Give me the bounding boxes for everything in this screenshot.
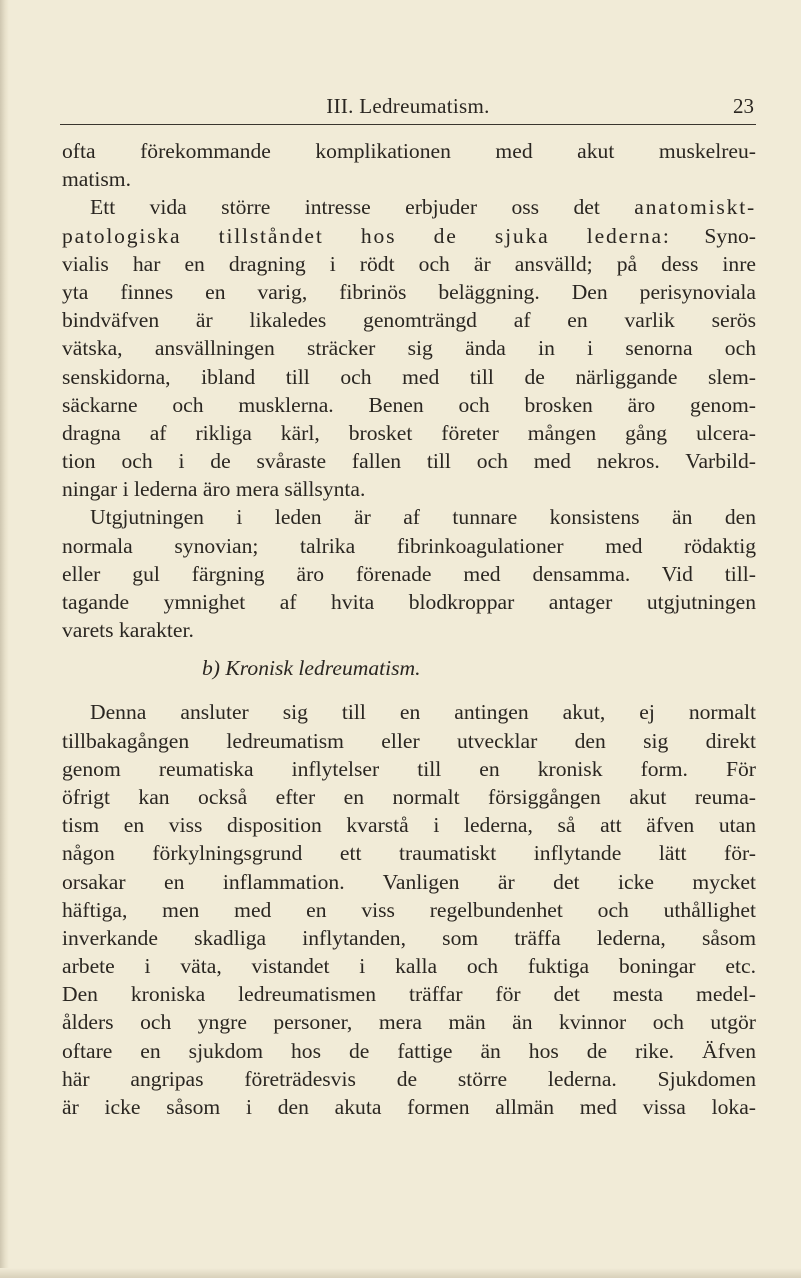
- text-line: eller gul färgning äro förenade med densamma. Vid till-: [62, 561, 756, 586]
- text-line: [62, 222, 756, 250]
- text-line: tism en viss disposition kvarstå i lederna, så att äfven utan: [62, 813, 756, 838]
- paragraph-4: [62, 698, 756, 1121]
- text-line: Den kroniska ledreumatismen träffar för det mesta medel-: [62, 982, 756, 1007]
- text-line: bindväfven är likaledes genomträngd af en varlik serös: [62, 308, 756, 333]
- text-line: normala synovian; talrika fibrinkoagulationer med rödaktig: [62, 533, 756, 558]
- body-text: [62, 137, 756, 1121]
- text-line: genom reumatiska inflytelser till en kronisk form. För: [62, 756, 756, 781]
- text-line: är icke såsom i den akuta formen allmän med vissa loka-: [62, 1095, 756, 1119]
- page-header: [60, 90, 756, 125]
- text-line: oftare en sjukdom hos de fattige än hos de rike. Äfven: [62, 1038, 756, 1063]
- text-line: matism.: [62, 167, 131, 192]
- section-heading: [62, 654, 756, 698]
- text-line: tillbakagången ledreumatism eller utvecklar den sig direkt: [62, 728, 756, 753]
- text-span: : Syno-: [662, 223, 756, 248]
- text-line: ningar i lederna äro mera sällsynta.: [62, 477, 366, 502]
- section-title: Kronisk ledreumatism.: [225, 656, 421, 681]
- paragraph-3: [62, 503, 756, 644]
- spaced-text: anatomiskt-: [634, 195, 756, 220]
- text-line: [62, 193, 756, 221]
- text-span: Ett vida större intresse erbjuder oss det: [90, 195, 635, 220]
- text-line: här angripas företrädesvis de större lederna. Sjukdomen: [62, 1066, 756, 1091]
- section-marker: b): [202, 656, 220, 681]
- running-title: III. Ledreumatism.: [326, 94, 490, 118]
- text-line: Denna ansluter sig till en antingen akut, ej normalt: [90, 700, 756, 725]
- text-line: tagande ymnighet af hvita blodkroppar antager utgjutningen: [62, 590, 756, 614]
- text-line: tion och i de svåraste fallen till och med nekros. Varbild-: [62, 449, 756, 474]
- text-line: dragna af rikliga kärl, brosket företer mången gång ulcera-: [62, 420, 756, 445]
- text-line: inverkande skadliga inflytanden, som träffa lederna, såsom: [62, 925, 756, 950]
- text-line: häftiga, men med en viss regelbundenhet och uthållighet: [62, 897, 756, 922]
- text-line: yta finnes en varig, fibrinös beläggning. Den perisynoviala: [62, 279, 756, 304]
- text-line: varets karakter.: [62, 618, 194, 643]
- spaced-text: patologiska tillståndet hos de sjuka lederna: [62, 223, 663, 248]
- text-line: senskidorna, ibland till och med till de närliggande slem-: [62, 364, 756, 389]
- paragraph-1: [62, 137, 756, 193]
- text-line: säckarne och musklerna. Benen och brosken äro genom-: [62, 392, 756, 417]
- text-line: vialis har en dragning i rödt och är ansvälld; på dess inre: [62, 251, 756, 276]
- text-line: någon förkylningsgrund ett traumatiskt inflytande lätt för-: [62, 841, 756, 866]
- text-line: vätska, ansvällningen sträcker sig ända in i senorna och: [62, 336, 756, 361]
- text-line: Utgjutningen i leden är af tunnare konsistens än den: [90, 505, 756, 530]
- text-line: ålders och yngre personer, mera män än kvinnor och utgör: [62, 1010, 756, 1035]
- text-line: arbete i väta, vistandet i kalla och fuktiga boningar etc.: [62, 954, 756, 979]
- text-line: öfrigt kan också efter en normalt försiggången akut reuma-: [62, 784, 756, 809]
- page-binding-edge: [0, 0, 9, 1278]
- page-number: 23: [733, 94, 754, 118]
- text-line: ofta förekommande komplikationen med akut muskelreu-: [62, 139, 756, 163]
- paragraph-2: [62, 193, 756, 503]
- text-line: orsakar en inflammation. Vanligen är det icke mycket: [62, 869, 756, 894]
- page-bottom-edge: [0, 1268, 801, 1278]
